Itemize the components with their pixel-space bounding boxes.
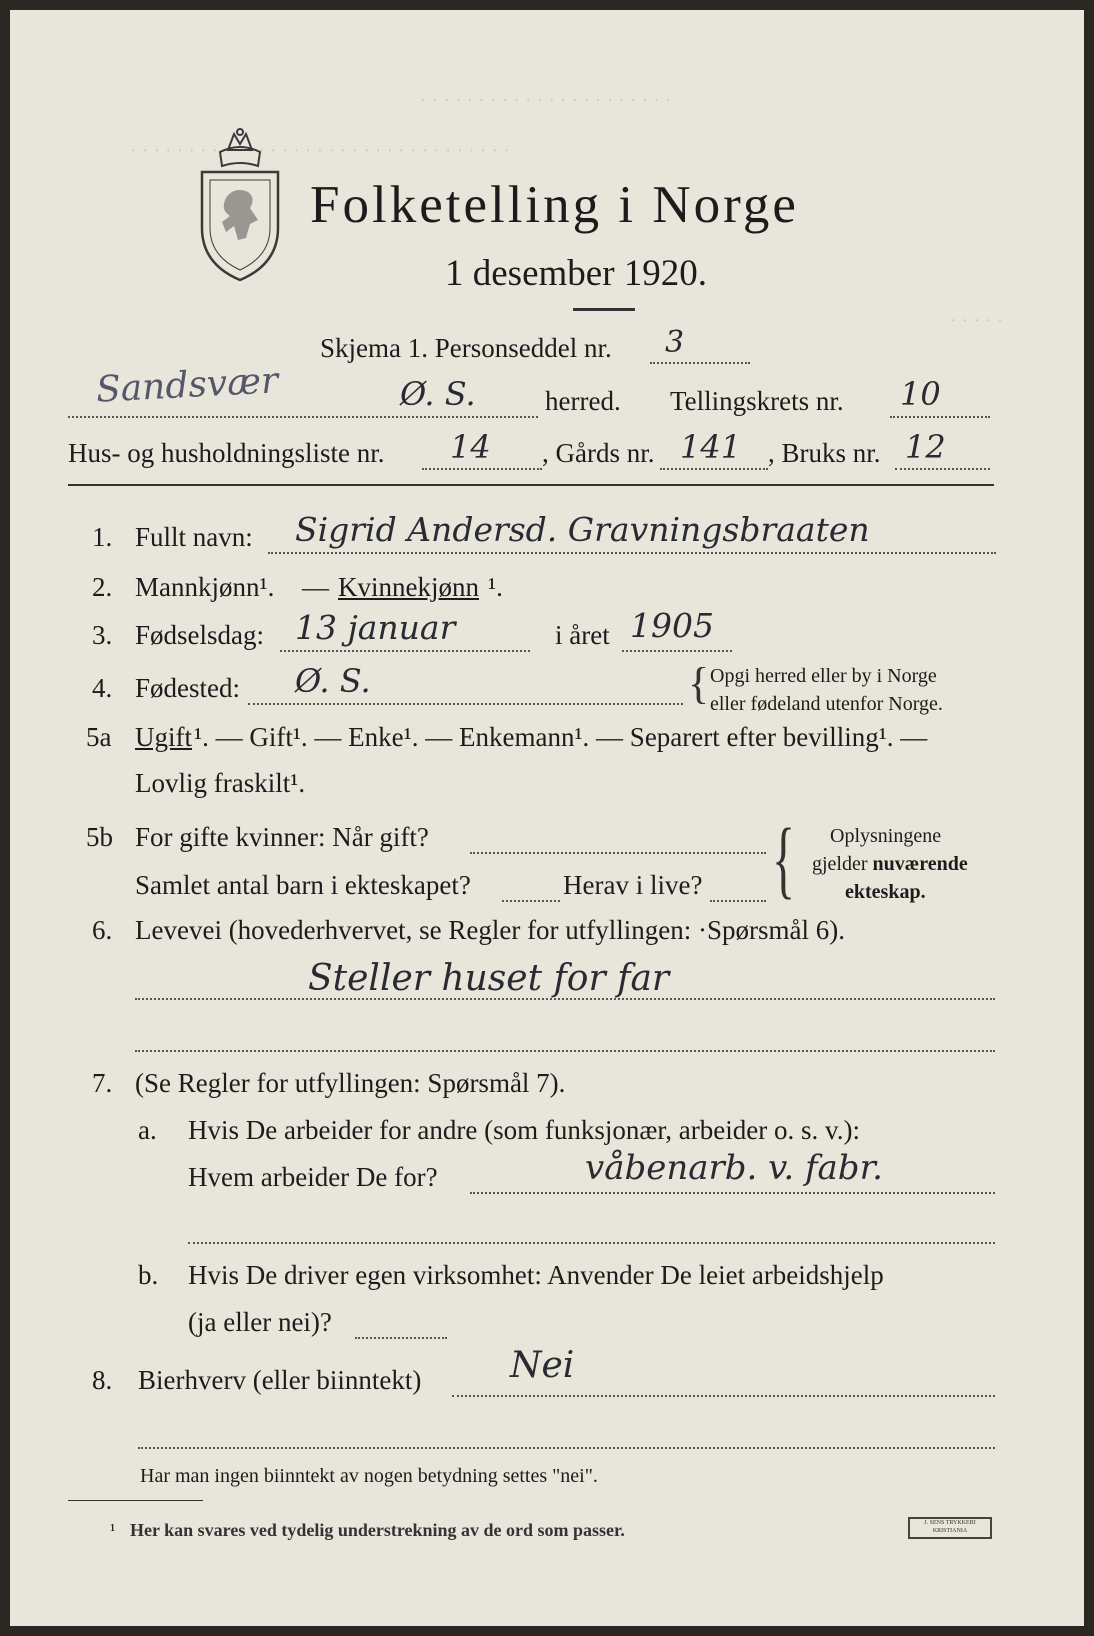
q2-male: Mannkjønn¹. <box>135 572 275 602</box>
q4-note-line2: eller fødeland utenfor Norge. <box>710 693 943 715</box>
q4-number: 4. <box>92 673 113 703</box>
q5b-note-line3: ekteskap. <box>845 881 926 903</box>
side-income-value: Nei <box>510 1345 575 1386</box>
q5b-note-line1: Oplysningene <box>830 825 942 847</box>
bleed-through-text: · · · · · · · · · · · · · · · · · · · · · · <box>420 90 672 112</box>
side-income-field[interactable] <box>452 1395 995 1397</box>
employer-field-extra[interactable] <box>188 1242 995 1244</box>
bruks-label: , Bruks nr. <box>768 438 881 468</box>
norway-coat-of-arms-icon <box>190 128 290 288</box>
hired-help-field[interactable] <box>355 1337 447 1339</box>
bleed-through-text: · · · · · <box>950 310 1004 332</box>
q7a-employer-label: Hvem arbeider De for? <box>188 1162 438 1192</box>
hus-label: Hus- og husholdningsliste nr. <box>68 438 385 468</box>
gards-value: 141 <box>680 428 742 466</box>
q3-number: 3. <box>92 620 113 650</box>
q5b-children-label: Samlet antal barn i ekteskapet? <box>135 870 471 900</box>
full-name-value: Sigrid Andersd. Gravningsbraaten <box>295 510 870 549</box>
occupation-value: Steller huset for far <box>308 958 670 999</box>
municipality-handwritten: Sandsvær <box>95 360 280 411</box>
q4-note-line1: Opgi herred eller by i Norge <box>710 665 937 687</box>
q8-label: Bierhverv (eller biinntekt) <box>138 1365 422 1395</box>
bruks-value: 12 <box>905 428 946 466</box>
side-income-field-extra[interactable] <box>138 1447 995 1449</box>
birth-year-value: 1905 <box>630 606 714 645</box>
birth-year-field[interactable] <box>622 650 732 652</box>
full-name-field[interactable] <box>268 552 996 554</box>
q5b-brace: { <box>772 812 796 908</box>
footnote-text: Her kan svares ved tydelig understrekning av de ord som passer. <box>130 1520 625 1540</box>
census-form <box>10 10 1084 1626</box>
q5b-note-line2-bold: nuværende <box>872 853 968 875</box>
personseddel-value: 3 <box>665 325 685 360</box>
herred-label: herred. <box>545 386 621 416</box>
employer-value: våbenarb. v. fabr. <box>585 1148 883 1188</box>
employer-field[interactable] <box>470 1192 995 1194</box>
q3-label: Fødselsdag: <box>135 620 265 650</box>
header-divider <box>68 484 994 486</box>
q4-brace: { <box>688 659 710 708</box>
q2-number: 2. <box>92 572 113 602</box>
q5a-number: 5a <box>86 722 112 752</box>
footnote-mark: ¹ <box>110 1520 116 1540</box>
occupation-field-extra[interactable] <box>135 1050 995 1052</box>
tellingskrets-value: 10 <box>900 375 941 413</box>
q6-label: Levevei (hovederhvervet, se Regler for utfyllingen: ·Spørsmål 6). <box>135 915 846 945</box>
occupation-field[interactable] <box>135 998 995 1000</box>
q2-footnote-mark: ¹. <box>488 572 503 602</box>
personseddel-field[interactable] <box>650 362 750 364</box>
birthplace-field[interactable] <box>248 703 683 705</box>
form-title: Folketelling i Norge <box>310 176 799 234</box>
q2-female-underlined: Kvinnekjønn <box>338 572 479 602</box>
q5b-note-line2 <box>812 853 968 876</box>
form-date: 1 desember 1920. <box>445 253 708 294</box>
q5a-options-line2: Lovlig fraskilt¹. <box>135 768 306 798</box>
gards-field[interactable] <box>660 468 768 470</box>
q5a-options: ¹. — Gift¹. — Enke¹. — Enkemann¹. — Separert efter bevilling¹. — <box>194 722 928 752</box>
q5b-note-line2-text: gjelder <box>812 853 873 875</box>
hus-value: 14 <box>450 428 491 466</box>
q7-number: 7. <box>92 1068 113 1098</box>
birthplace-value: Ø. S. <box>295 662 371 700</box>
tellingskrets-label: Tellingskrets nr. <box>670 386 844 416</box>
q5b-living-label: Herav i live? <box>563 870 703 900</box>
q7b-answer-label: (ja eller nei)? <box>188 1307 332 1337</box>
herred-field[interactable] <box>68 416 538 418</box>
bruks-field[interactable] <box>895 468 990 470</box>
q5a-ugift-underlined: Ugift <box>135 722 192 752</box>
birthdate-field[interactable] <box>280 650 530 652</box>
q7a-label: Hvis De arbeider for andre (som funksjonær, arbeider o. s. v.): <box>188 1115 860 1145</box>
q7-label: (Se Regler for utfyllingen: Spørsmål 7). <box>135 1068 566 1098</box>
q7a-letter: a. <box>138 1115 157 1145</box>
printer-stamp: J. SENS TRYKKERI KRISTIANIA <box>908 1517 992 1539</box>
q8-number: 8. <box>92 1365 113 1395</box>
gards-label: , Gårds nr. <box>542 438 655 468</box>
q2-separator: — <box>302 572 329 602</box>
q6-number: 6. <box>92 915 113 945</box>
q7b-label: Hvis De driver egen virksomhet: Anvender De leiet arbeidshjelp <box>188 1260 884 1290</box>
children-count-field[interactable] <box>502 900 560 902</box>
q5b-number: 5b <box>86 822 113 852</box>
q5b-married-label: For gifte kvinner: Når gift? <box>135 822 429 852</box>
q4-label: Fødested: <box>135 673 240 703</box>
personseddel-label: Skjema 1. Personseddel nr. <box>320 333 612 363</box>
title-divider <box>573 308 635 311</box>
q7b-letter: b. <box>138 1260 159 1290</box>
footnote-divider <box>68 1500 203 1501</box>
children-living-field[interactable] <box>710 900 766 902</box>
birthdate-value: 13 januar <box>295 608 456 647</box>
q3-year-label: i året <box>555 620 610 650</box>
q1-number: 1. <box>92 522 113 552</box>
no-income-note: Har man ingen biinntekt av nogen betydning settes "nei". <box>140 1465 598 1487</box>
tellingskrets-field[interactable] <box>890 416 990 418</box>
bleed-through-text: · · · · · · · · · · · · · · · · · · · · · · · · · · · · · · · · · <box>130 140 510 162</box>
herred-value: Ø. S. <box>400 375 476 413</box>
q1-label: Fullt navn: <box>135 522 253 552</box>
married-date-field[interactable] <box>470 852 766 854</box>
hus-field[interactable] <box>422 468 542 470</box>
